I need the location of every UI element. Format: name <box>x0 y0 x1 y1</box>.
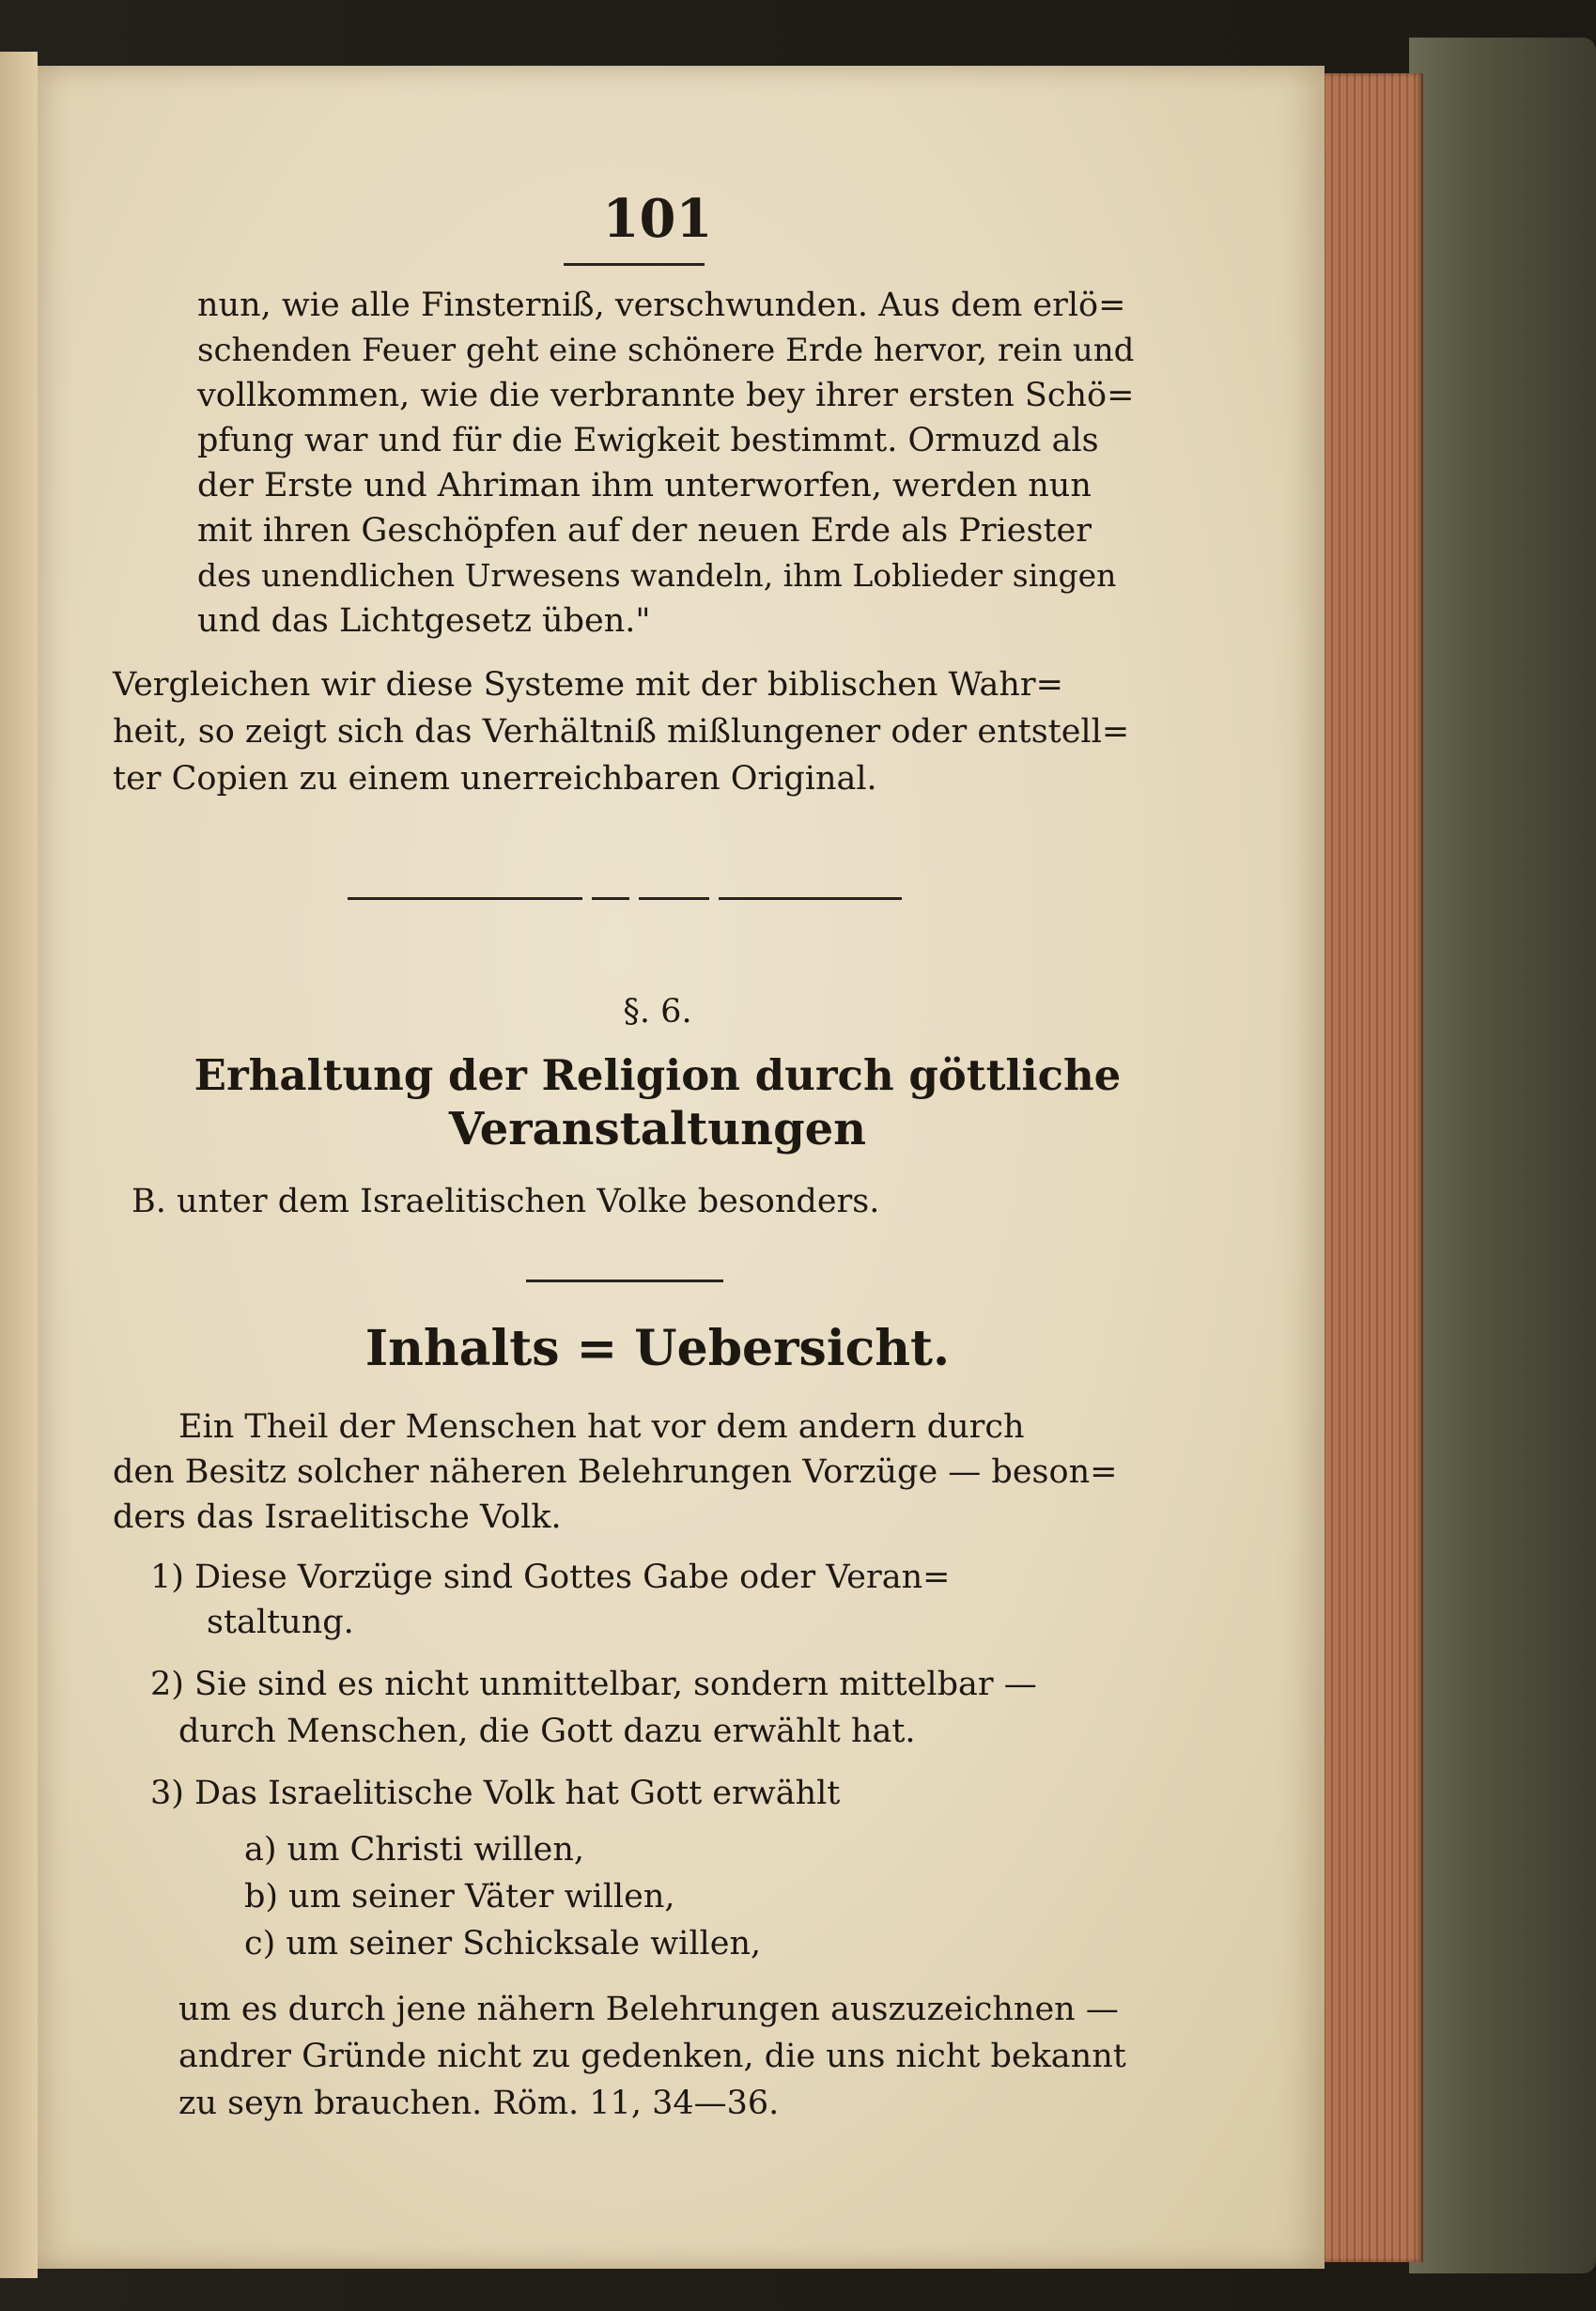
section-number: §. 6. <box>623 993 692 1031</box>
book-page <box>38 66 1325 2269</box>
page-block-edges <box>1320 73 1423 2262</box>
text-line: durch Menschen, die Gott dazu erwählt hat. <box>178 1713 916 1750</box>
text-line: staltung. <box>207 1604 354 1641</box>
section-divider <box>348 897 582 900</box>
text-line: andrer Gründe nicht zu gedenken, die uns nicht bekannt <box>178 2038 1126 2075</box>
section-subtitle: B. unter dem Israelitischen Volke besonders. <box>132 1183 880 1220</box>
summary-heading: Inhalts = Uebersicht. <box>364 1320 951 1377</box>
subtitle-rule <box>526 1280 723 1282</box>
text-line: zu seyn brauchen. Röm. 11, 34—36. <box>178 2085 780 2122</box>
section-divider <box>639 897 709 900</box>
text-line: und das Lichtgesetz üben." <box>197 602 651 640</box>
text-line: 3) Das Israelitische Volk hat Gott erwählt <box>150 1775 841 1812</box>
text-line: ders das Israelitische Volk. <box>113 1498 562 1536</box>
text-line: schenden Feuer geht eine schönere Erde hervor, rein und <box>197 332 1135 369</box>
text-line: mit ihren Geschöpfen auf der neuen Erde als Priester <box>197 512 1092 550</box>
section-title: Erhaltung der Religion durch göttliche <box>194 1050 1122 1100</box>
text-line: ter Copien zu einem unerreichbaren Original. <box>113 760 877 798</box>
text-line: c) um seiner Schicksale willen, <box>244 1925 762 1962</box>
text-line: Ein Theil der Menschen hat vor dem andern durch <box>178 1408 1025 1446</box>
text-line: um es durch jene nähern Belehrungen auszuzeichnen — <box>178 1991 1119 2028</box>
text-line: den Besitz solcher näheren Belehrungen Vorzüge — beson= <box>113 1453 1118 1491</box>
text-line: vollkommen, wie die verbrannte bey ihrer ersten Schö= <box>197 377 1135 414</box>
header-rule <box>564 263 705 266</box>
book-cover <box>1409 38 1596 2273</box>
text-line: pfung war und für die Ewigkeit bestimmt. Ormuzd als <box>197 422 1099 459</box>
text-line: nun, wie alle Finsterniß, verschwunden. Aus dem erlö= <box>197 287 1126 324</box>
section-divider <box>719 897 902 900</box>
text-line: a) um Christi willen, <box>244 1831 585 1869</box>
section-title: Veranstaltungen <box>448 1103 867 1156</box>
section-divider <box>592 897 629 900</box>
text-line: Vergleichen wir diese Systeme mit der biblischen Wahr= <box>113 666 1063 704</box>
text-line: b) um seiner Väter willen, <box>244 1878 675 1915</box>
text-line: des unendlichen Urwesens wandeln, ihm Loblieder singen <box>197 557 1117 594</box>
text-line: der Erste und Ahriman ihm unterworfen, werden nun <box>197 467 1092 504</box>
page-number: 101 <box>602 188 713 250</box>
facing-page-edge <box>0 52 38 2278</box>
text-line: heit, so zeigt sich das Verhältniß mißlungener oder entstell= <box>113 713 1130 751</box>
text-line: 2) Sie sind es nicht unmittelbar, sondern mittelbar — <box>150 1666 1037 1703</box>
text-line: 1) Diese Vorzüge sind Gottes Gabe oder Veran= <box>150 1559 951 1596</box>
